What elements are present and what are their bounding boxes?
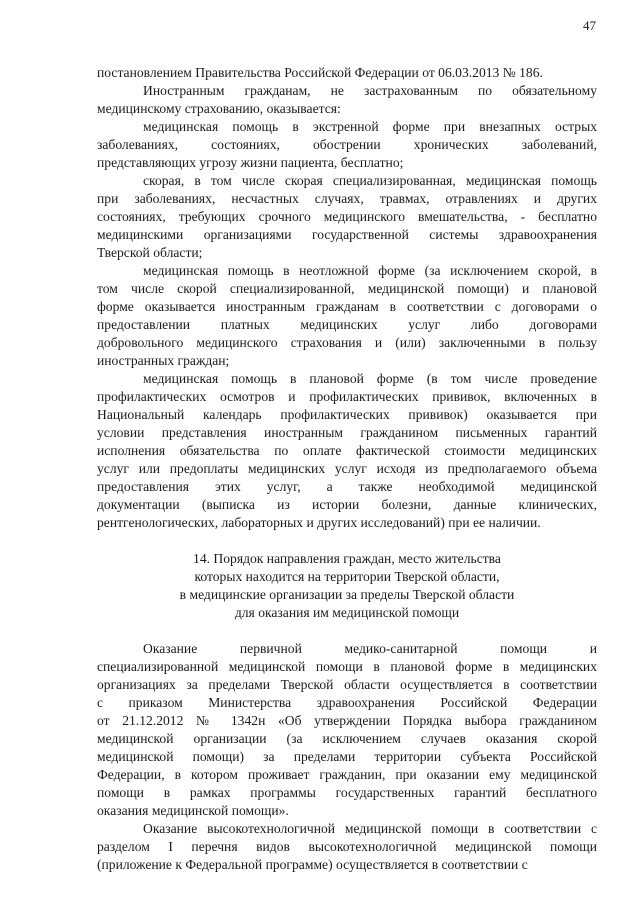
text-line: добровольного медицинского страхования и (или) заключенными в пользу <box>97 335 597 350</box>
paragraphs-before-section <box>97 64 597 532</box>
section-paragraphs <box>97 640 597 874</box>
document-body <box>97 64 597 874</box>
text-line: представляющих угрозу жизни пациента, бесплатно; <box>97 155 404 170</box>
text-line: Национальный календарь профилактических прививок) оказывается при <box>97 407 597 422</box>
section-heading <box>97 550 597 622</box>
heading-line: которых находится на территории Тверской области, <box>194 569 500 584</box>
text-line: Тверской области; <box>97 245 203 260</box>
text-line: организациях за пределами Тверской области осуществляется в соответствии <box>97 677 597 692</box>
text-line: документации (выписка из истории болезни, данные клинических, <box>97 497 597 512</box>
text-line: с приказом Министерства здравоохранения Российской Федерации <box>97 695 597 710</box>
page-number: 47 <box>583 18 596 33</box>
text-line: предоставлении платных медицинских услуг либо договорами <box>97 317 597 332</box>
text-line: от 21.12.2012 № 1342н «Об утверждении Порядка выбора гражданином <box>97 713 597 728</box>
text-line: (приложение к Федеральной программе) осуществляется в соответствии с <box>97 857 528 872</box>
text-line: разделом I перечня видов высокотехнологичной медицинской помощи <box>97 839 597 854</box>
text-line: специализированной медицинской помощи в плановой форме в медицинских <box>97 659 597 674</box>
text-line: медицинскими организациями государственной системы здравоохранения <box>97 227 597 242</box>
paragraph <box>97 172 597 262</box>
text-line: условии представления иностранным гражданином письменных гарантий <box>97 425 597 440</box>
paragraph <box>97 82 597 118</box>
paragraph <box>97 640 597 820</box>
paragraph <box>97 820 597 874</box>
text-line: медицинская помощь в неотложной форме (за исключением скорой, в <box>143 263 597 278</box>
text-line: том числе скорой специализированной, медицинской помощи) и плановой <box>97 281 597 296</box>
text-line: рентгенологических, лабораторных и других исследований) при ее наличии. <box>97 515 541 530</box>
text-line: скорая, в том числе скорая специализированная, медицинская помощь <box>143 173 597 188</box>
text-line: форме оказывается иностранным гражданам в соответствии с договорами о <box>97 299 597 314</box>
paragraph <box>97 370 597 532</box>
text-line: профилактических осмотров и профилактических прививок, включенных в <box>97 389 597 404</box>
text-line: медицинская помощь в экстренной форме при внезапных острых <box>143 119 597 134</box>
paragraph <box>97 262 597 370</box>
text-line: медицинской организации (за исключением случаев оказания скорой <box>97 731 597 746</box>
text-line: исполнения обязательства по оплате фактической стоимости медицинских <box>97 443 597 458</box>
text-line: Оказание высокотехнологичной медицинской помощи в соответствии с <box>143 821 597 836</box>
text-line: предоставления этих услуг, а также необходимой медицинской <box>97 479 597 494</box>
text-line: постановлением Правительства Российской Федерации от 06.03.2013 № 186. <box>97 65 543 80</box>
text-line: Федерации, в котором проживает гражданин, при оказании ему медицинской <box>97 767 597 782</box>
text-line: оказания медицинской помощи». <box>97 803 289 818</box>
text-line: состояниях, требующих срочного медицинского вмешательства, - бесплатно <box>97 209 597 224</box>
paragraph <box>97 118 597 172</box>
heading-line: для оказания им медицинской помощи <box>234 605 460 620</box>
text-line: медицинскому страхованию, оказывается: <box>97 101 341 116</box>
text-line: услуг или предоплаты медицинских услуг исходя из предполагаемого объема <box>97 461 597 476</box>
text-line: Иностранным гражданам, не застрахованным по обязательному <box>143 83 597 98</box>
text-line: медицинская помощь в плановой форме (в том числе проведение <box>143 371 597 386</box>
heading-spacer <box>97 622 597 640</box>
paragraph <box>97 64 597 82</box>
text-line: заболеваниях, состояниях, обострении хронических заболеваний, <box>97 137 597 152</box>
text-line: при заболеваниях, несчастных случаях, травмах, отравлениях и других <box>97 191 597 206</box>
text-line: помощи в рамках программы государственных гарантий бесплатного <box>97 785 597 800</box>
heading-line: в медицинские организации за пределы Тверской области <box>179 587 515 602</box>
text-line: иностранных граждан; <box>97 353 230 368</box>
text-line: Оказание первичной медико-санитарной помощи и <box>143 641 597 656</box>
heading-line: 14. Порядок направления граждан, место жительства <box>193 551 501 566</box>
text-line: медицинской помощи) за пределами территории субъекта Российской <box>97 749 597 764</box>
